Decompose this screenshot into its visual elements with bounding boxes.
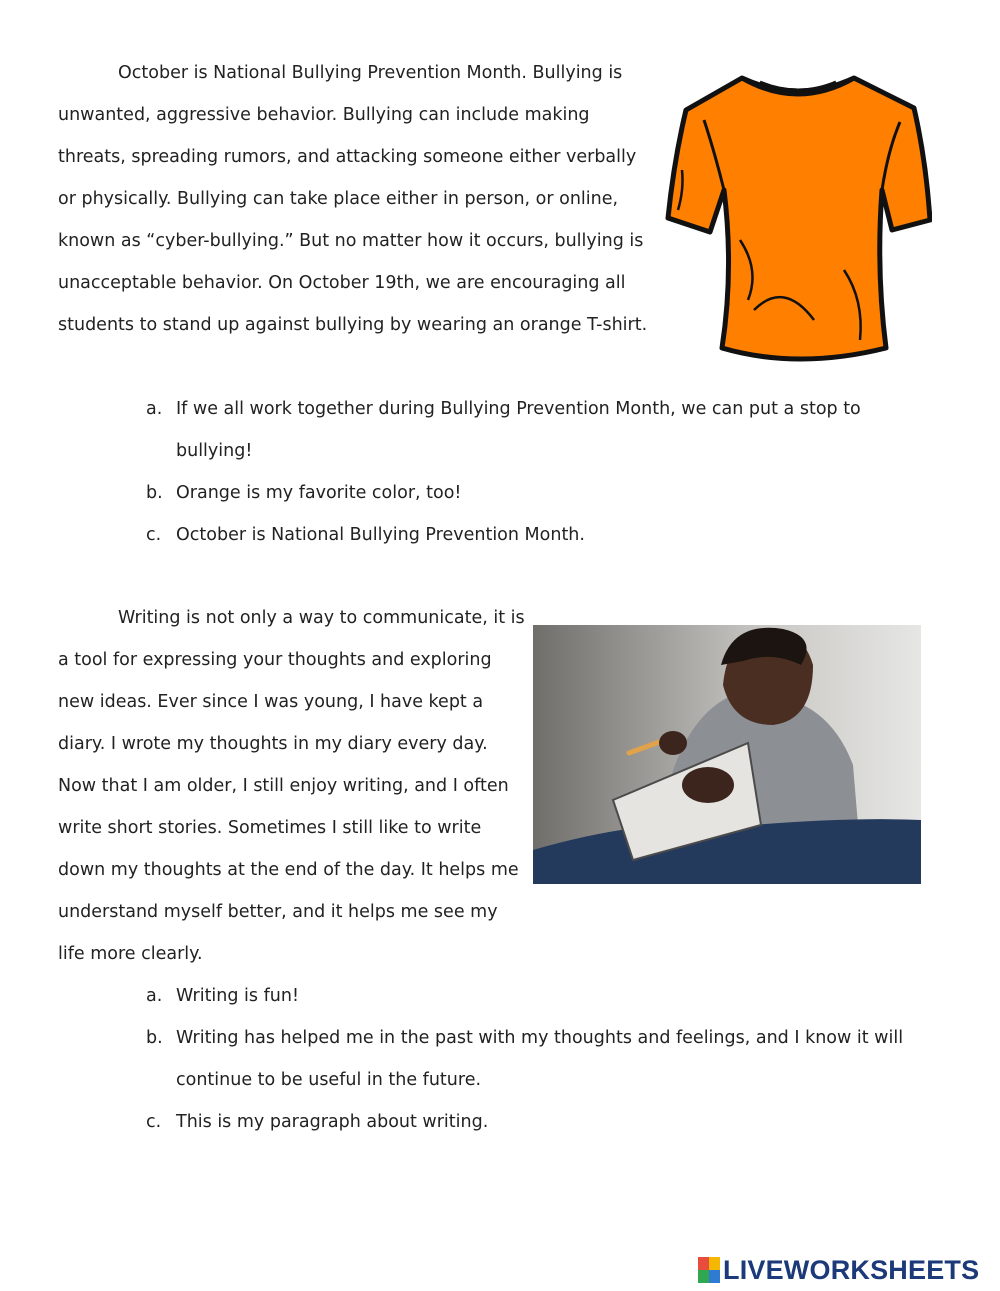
option-c[interactable] <box>146 1101 926 1143</box>
option-text: October is National Bullying Prevention Month. <box>176 525 585 545</box>
bullying-passage-text: October is National Bullying Prevention Month. Bullying is unwanted, aggressive behavior. Bullying can include making threats, spreading rumors, and attacking someone either verbally or physically. Bullying can take place either in person, or online, known as “cyber-bullying.” But no matter how it occurs, bullying is unacceptable behavior. On October 19th, we are encouraging all students to stand up against bullying by wearing an orange T-shirt. <box>58 63 648 335</box>
logo-text: LIVEWORKSHEETS <box>723 1254 980 1285</box>
option-b[interactable] <box>146 472 926 514</box>
logo-blocks-icon <box>698 1257 720 1283</box>
writing-passage-text: Writing is not only a way to communicate, it is a tool for expressing your thoughts and exploring new ideas. Ever since I was young, I have kept a diary. I wrote my thoughts in my diary every day. Now that I am older, I still enjoy writing, and I often write short stories. Sometimes I still like to write down my thoughts at the end of the day. It helps me understand myself better, and it helps me see my life more clearly. <box>58 608 525 964</box>
option-text: Writing is fun! <box>176 986 299 1006</box>
option-letter: b. <box>146 1028 163 1048</box>
liveworksheets-logo <box>698 1254 979 1286</box>
option-a[interactable] <box>146 388 926 472</box>
bullying-answer-options <box>146 388 926 556</box>
writing-passage <box>58 597 528 975</box>
option-text: Orange is my favorite color, too! <box>176 483 462 503</box>
option-a[interactable] <box>146 975 926 1017</box>
option-c[interactable] <box>146 514 926 556</box>
boy-writing-photo <box>533 625 921 884</box>
option-text: If we all work together during Bullying Prevention Month, we can put a stop to bullying! <box>176 399 861 461</box>
bullying-passage <box>58 52 658 346</box>
option-letter: a. <box>146 399 163 419</box>
option-letter: b. <box>146 483 163 503</box>
option-letter: c. <box>146 525 162 545</box>
option-letter: c. <box>146 1112 162 1132</box>
option-letter: a. <box>146 986 163 1006</box>
orange-tshirt-illustration <box>664 70 932 362</box>
writing-answer-options <box>146 975 926 1143</box>
option-text: Writing has helped me in the past with my thoughts and feelings, and I know it will continue to be useful in the future. <box>176 1028 904 1090</box>
option-text: This is my paragraph about writing. <box>176 1112 489 1132</box>
option-b[interactable] <box>146 1017 926 1101</box>
